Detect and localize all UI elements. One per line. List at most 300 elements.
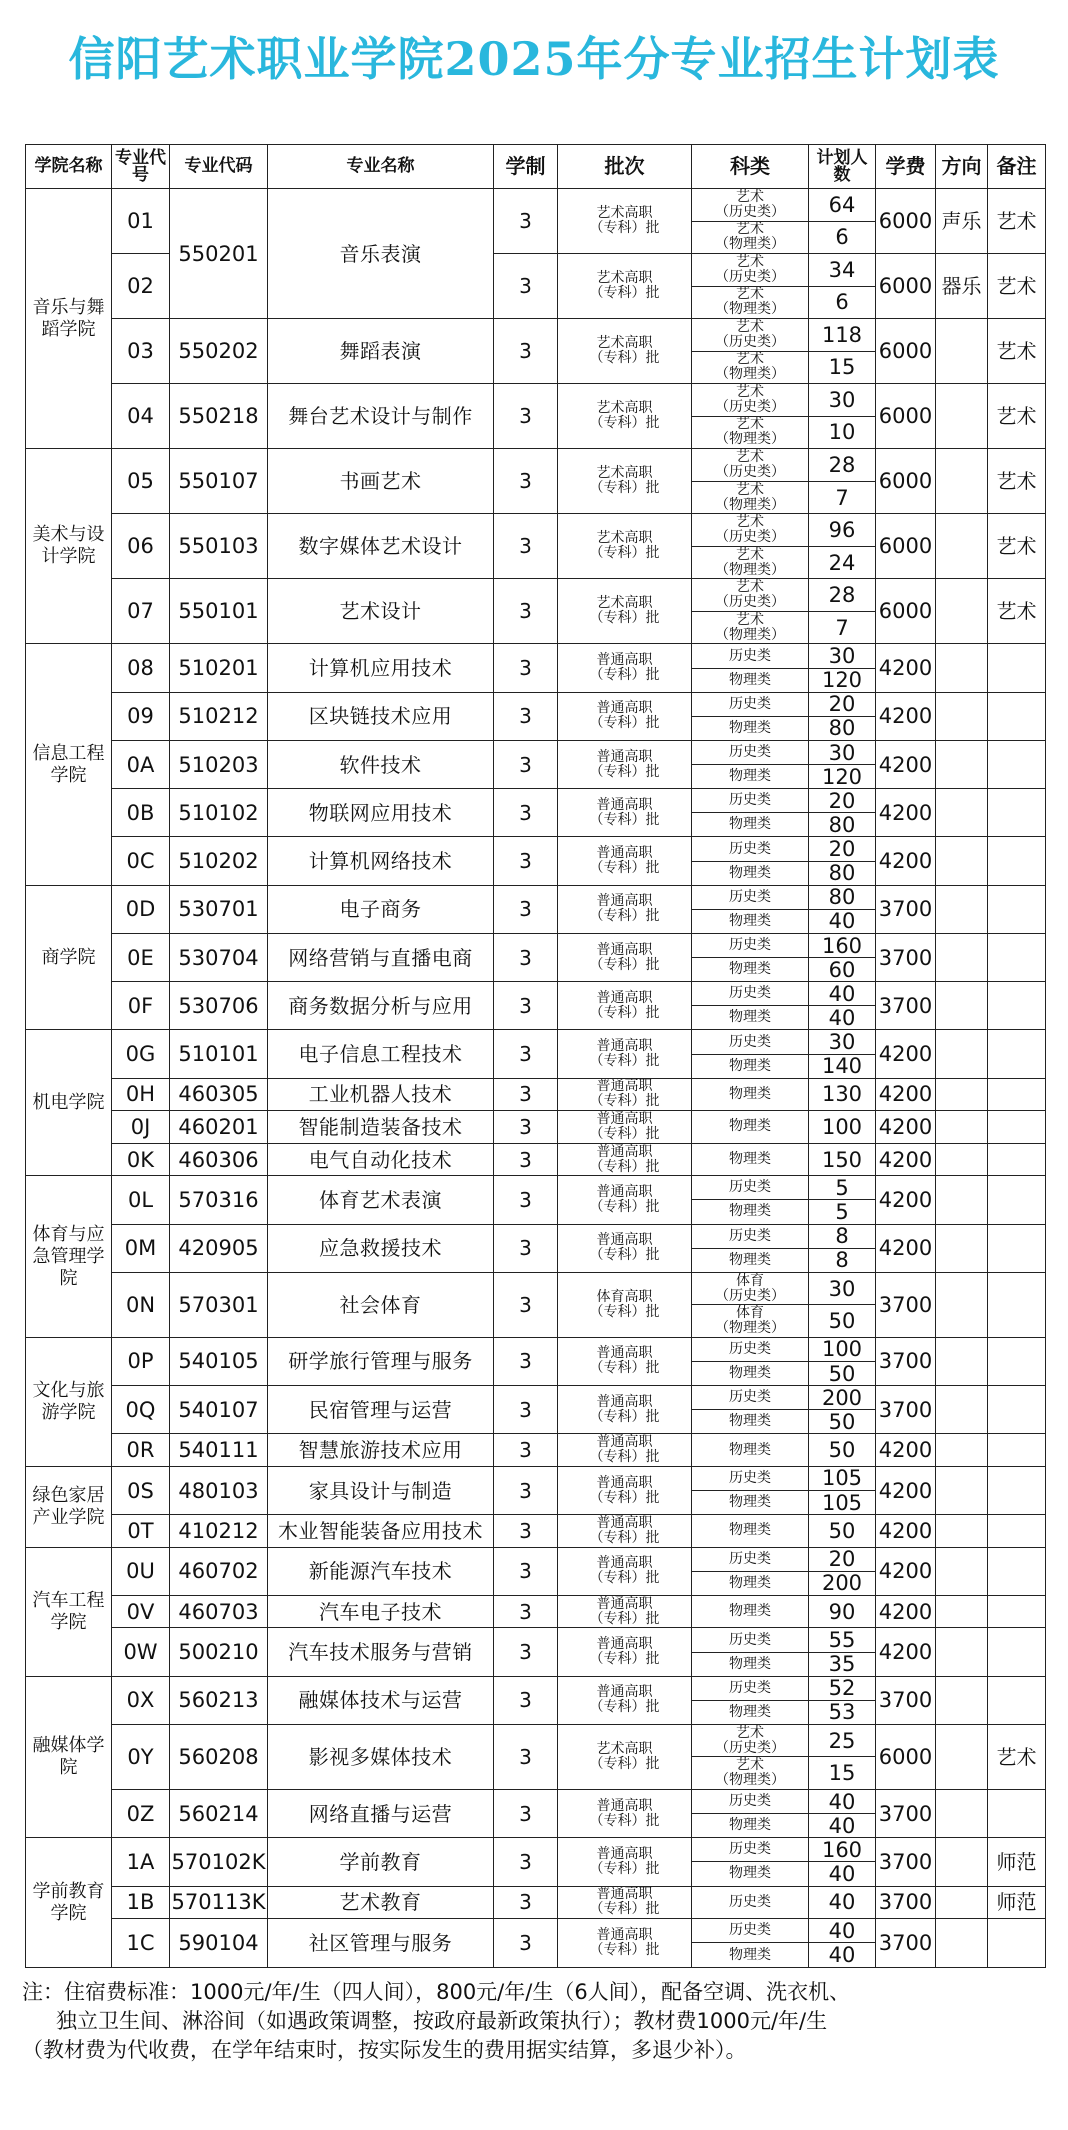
table-row [26,189,1046,222]
major-code-cell: 550202 [170,319,268,384]
major-name-cell: 艺术设计 [268,579,494,644]
major-name-cell: 软件技术 [268,740,494,788]
years-cell: 3 [494,1547,558,1595]
table-row [26,1724,1046,1757]
major-name-cell: 民宿管理与运营 [268,1386,494,1434]
plan-count-cell: 30 [809,644,876,668]
major-code-cell: 570301 [170,1272,268,1337]
direction-cell [936,740,988,788]
batch-cell: 普通高职 （专科）批 [558,740,692,788]
subject-category-cell: 艺术 （物理类） [692,1757,809,1790]
plan-count-cell: 34 [809,254,876,287]
plan-count-cell: 50 [809,1515,876,1548]
table-row [26,1676,1046,1700]
major-code-cell: 560213 [170,1676,268,1724]
subject-category-cell: 历史类 [692,789,809,813]
batch-cell: 普通高职 （专科）批 [558,1224,692,1272]
major-code-cell: 560214 [170,1790,268,1838]
years-cell: 3 [494,740,558,788]
batch-cell: 普通高职 （专科）批 [558,692,692,740]
subject-category-cell: 物理类 [692,765,809,789]
tuition-cell: 4200 [876,1595,936,1628]
direction-cell [936,579,988,644]
plan-count-cell: 15 [809,351,876,384]
years-cell: 3 [494,319,558,384]
remark-cell [988,1515,1046,1548]
batch-cell: 普通高职 （专科）批 [558,1676,692,1724]
direction-cell [936,1886,988,1919]
plan-count-cell: 6 [809,221,876,254]
plan-count-cell: 50 [809,1361,876,1385]
remark-cell: 艺术 [988,319,1046,384]
years-cell: 3 [494,1724,558,1789]
major-number-cell: 0M [112,1224,170,1272]
tuition-cell: 3700 [876,1886,936,1919]
college-name-cell: 音乐与舞蹈学院 [26,189,112,449]
major-number-cell: 0S [112,1466,170,1514]
major-number-cell: 0L [112,1176,170,1224]
subject-category-cell: 艺术 （物理类） [692,221,809,254]
remark-cell: 艺术 [988,449,1046,514]
tuition-cell: 4200 [876,1434,936,1467]
subject-category-cell: 物理类 [692,1515,809,1548]
batch-cell: 普通高职 （专科）批 [558,1386,692,1434]
batch-cell: 普通高职 （专科）批 [558,1886,692,1919]
major-number-cell: 0E [112,933,170,981]
major-number-cell: 0N [112,1272,170,1337]
tuition-cell: 4200 [876,1030,936,1078]
subject-category-cell: 物理类 [692,1491,809,1515]
major-code-cell: 510102 [170,789,268,837]
subject-category-cell: 历史类 [692,982,809,1006]
major-name-cell: 书画艺术 [268,449,494,514]
major-number-cell: 0T [112,1515,170,1548]
tuition-cell: 4200 [876,1143,936,1176]
major-code-cell: 530704 [170,933,268,981]
major-name-cell: 学前教育 [268,1838,494,1886]
remark-cell [988,1030,1046,1078]
direction-cell [936,1466,988,1514]
plan-count-cell: 150 [809,1143,876,1176]
plan-count-cell: 5 [809,1176,876,1200]
major-number-cell: 0R [112,1434,170,1467]
years-cell: 3 [494,189,558,254]
direction-cell [936,789,988,837]
plan-count-cell: 60 [809,958,876,982]
batch-cell: 普通高职 （专科）批 [558,982,692,1030]
major-number-cell: 06 [112,514,170,579]
major-code-cell: 550201 [170,189,268,319]
years-cell: 3 [494,644,558,692]
enrollment-plan-table [25,144,1046,1968]
direction-cell [936,1676,988,1724]
years-cell: 3 [494,1143,558,1176]
column-header: 学制 [494,145,558,189]
years-cell: 3 [494,1676,558,1724]
plan-count-cell: 52 [809,1676,876,1700]
major-code-cell: 560208 [170,1724,268,1789]
major-name-cell: 舞蹈表演 [268,319,494,384]
remark-cell [988,1547,1046,1595]
plan-count-cell: 8 [809,1224,876,1248]
remark-cell [988,644,1046,692]
major-number-cell: 0D [112,885,170,933]
college-name-cell: 文化与旅游学院 [26,1337,112,1466]
major-number-cell: 1B [112,1886,170,1919]
plan-count-cell: 50 [809,1305,876,1338]
batch-cell: 普通高职 （专科）批 [558,1337,692,1385]
direction-cell [936,1176,988,1224]
batch-cell: 普通高职 （专科）批 [558,644,692,692]
direction-cell [936,885,988,933]
tuition-cell: 6000 [876,384,936,449]
table-row [26,1919,1046,1943]
plan-count-cell: 200 [809,1386,876,1410]
major-name-cell: 影视多媒体技术 [268,1724,494,1789]
plan-count-cell: 80 [809,716,876,740]
subject-category-cell: 历史类 [692,1386,809,1410]
major-code-cell: 550218 [170,384,268,449]
direction-cell [936,1386,988,1434]
years-cell: 3 [494,1434,558,1467]
direction-cell: 声乐 [936,189,988,254]
batch-cell: 普通高职 （专科）批 [558,1176,692,1224]
tuition-cell: 3700 [876,1919,936,1968]
major-name-cell: 家具设计与制造 [268,1466,494,1514]
subject-category-cell: 物理类 [692,1595,809,1628]
batch-cell: 普通高职 （专科）批 [558,1547,692,1595]
table-row [26,1078,1046,1111]
subject-category-cell: 物理类 [692,1410,809,1434]
remark-cell [988,1078,1046,1111]
major-code-cell: 460703 [170,1595,268,1628]
subject-category-cell: 历史类 [692,1547,809,1571]
years-cell: 3 [494,254,558,319]
plan-count-cell: 30 [809,1030,876,1054]
tuition-cell: 4200 [876,1466,936,1514]
footnote-line: （教材费为代收费，在学年结束时，按实际发生的费用据实结算，多退少补）。 [22,2038,747,2062]
footnote-line: 注：住宿费标准：1000元/年/生（四人间），800元/年/生（6人间），配备空调、洗衣机、 [22,1980,851,2004]
table-row [26,1337,1046,1361]
remark-cell [988,1676,1046,1724]
remark-cell [988,1111,1046,1144]
college-name-cell: 汽车工程学院 [26,1547,112,1676]
remark-cell [988,789,1046,837]
batch-cell: 体育高职 （专科）批 [558,1272,692,1337]
column-header: 专业代号 [112,145,170,189]
major-code-cell: 420905 [170,1224,268,1272]
batch-cell: 普通高职 （专科）批 [558,1434,692,1467]
major-number-cell: 0F [112,982,170,1030]
remark-cell [988,1466,1046,1514]
direction-cell [936,1790,988,1838]
tuition-cell: 3700 [876,1790,936,1838]
batch-cell: 普通高职 （专科）批 [558,933,692,981]
college-name-cell: 信息工程学院 [26,644,112,885]
years-cell: 3 [494,1337,558,1385]
plan-count-cell: 40 [809,1862,876,1886]
batch-cell: 普通高职 （专科）批 [558,885,692,933]
plan-count-cell: 160 [809,1838,876,1862]
subject-category-cell: 历史类 [692,692,809,716]
subject-category-cell: 物理类 [692,1943,809,1968]
subject-category-cell: 历史类 [692,1919,809,1943]
subject-category-cell: 物理类 [692,1571,809,1595]
direction-cell [936,449,988,514]
major-name-cell: 木业智能装备应用技术 [268,1515,494,1548]
plan-count-cell: 30 [809,1272,876,1305]
plan-count-cell: 28 [809,579,876,612]
remark-cell [988,1628,1046,1676]
major-number-cell: 1C [112,1919,170,1968]
plan-count-cell: 40 [809,909,876,933]
plan-count-cell: 40 [809,1790,876,1814]
tuition-cell: 6000 [876,1724,936,1789]
major-number-cell: 02 [112,254,170,319]
subject-category-cell: 艺术 （历史类） [692,579,809,612]
years-cell: 3 [494,1224,558,1272]
major-code-cell: 540107 [170,1386,268,1434]
plan-count-cell: 90 [809,1595,876,1628]
table-row [26,982,1046,1006]
remark-cell [988,1224,1046,1272]
subject-category-cell: 历史类 [692,1224,809,1248]
years-cell: 3 [494,1515,558,1548]
subject-category-cell: 物理类 [692,1361,809,1385]
subject-category-cell: 艺术 （历史类） [692,384,809,417]
major-name-cell: 社区管理与服务 [268,1919,494,1968]
major-name-cell: 研学旅行管理与服务 [268,1337,494,1385]
plan-count-cell: 50 [809,1410,876,1434]
major-name-cell: 智能制造装备技术 [268,1111,494,1144]
batch-cell: 艺术高职 （专科）批 [558,579,692,644]
major-name-cell: 智慧旅游技术应用 [268,1434,494,1467]
major-number-cell: 0Q [112,1386,170,1434]
major-number-cell: 0Y [112,1724,170,1789]
major-code-cell: 590104 [170,1919,268,1968]
major-name-cell: 汽车电子技术 [268,1595,494,1628]
page-title: 信阳艺术职业学院2025年分专业招生计划表 [68,32,1000,86]
plan-count-cell: 100 [809,1337,876,1361]
major-number-cell: 0Z [112,1790,170,1838]
years-cell: 3 [494,1886,558,1919]
subject-category-cell: 艺术 （历史类） [692,319,809,352]
direction-cell [936,1111,988,1144]
subject-category-cell: 历史类 [692,740,809,764]
subject-category-cell: 物理类 [692,668,809,692]
tuition-cell: 3700 [876,1272,936,1337]
direction-cell [936,644,988,692]
tuition-cell: 4200 [876,1628,936,1676]
major-number-cell: 0A [112,740,170,788]
major-code-cell: 570316 [170,1176,268,1224]
plan-count-cell: 50 [809,1434,876,1467]
direction-cell [936,982,988,1030]
tuition-cell: 4200 [876,1078,936,1111]
subject-category-cell: 历史类 [692,1676,809,1700]
tuition-cell: 6000 [876,579,936,644]
major-name-cell: 网络营销与直播电商 [268,933,494,981]
remark-cell [988,1272,1046,1337]
table-row [26,319,1046,352]
subject-category-cell: 物理类 [692,1434,809,1467]
major-code-cell: 570102K [170,1838,268,1886]
direction-cell [936,1434,988,1467]
remark-cell: 艺术 [988,254,1046,319]
column-header: 科类 [692,145,809,189]
batch-cell: 艺术高职 （专科）批 [558,1724,692,1789]
plan-count-cell: 30 [809,740,876,764]
tuition-cell: 4200 [876,692,936,740]
table-row [26,1466,1046,1490]
subject-category-cell: 历史类 [692,1838,809,1862]
major-name-cell: 应急救援技术 [268,1224,494,1272]
batch-cell: 普通高职 （专科）批 [558,1111,692,1144]
major-number-cell: 1A [112,1838,170,1886]
years-cell: 3 [494,1595,558,1628]
table-row [26,449,1046,482]
plan-count-cell: 40 [809,1943,876,1968]
major-code-cell: 510203 [170,740,268,788]
plan-count-cell: 20 [809,1547,876,1571]
remark-cell [988,837,1046,885]
major-number-cell: 0B [112,789,170,837]
college-name-cell: 美术与设计学院 [26,449,112,644]
table-row [26,1224,1046,1248]
major-code-cell: 510101 [170,1030,268,1078]
major-name-cell: 体育艺术表演 [268,1176,494,1224]
subject-category-cell: 历史类 [692,933,809,957]
remark-cell [988,982,1046,1030]
major-name-cell: 社会体育 [268,1272,494,1337]
remark-cell [988,1434,1046,1467]
plan-count-cell: 7 [809,481,876,514]
subject-category-cell: 历史类 [692,1886,809,1919]
subject-category-cell: 物理类 [692,1700,809,1724]
batch-cell: 艺术高职 （专科）批 [558,514,692,579]
years-cell: 3 [494,933,558,981]
major-name-cell: 电子信息工程技术 [268,1030,494,1078]
years-cell: 3 [494,1176,558,1224]
major-code-cell: 550101 [170,579,268,644]
major-number-cell: 0P [112,1337,170,1385]
subject-category-cell: 体育 （物理类） [692,1305,809,1338]
remark-cell: 师范 [988,1838,1046,1886]
table-row [26,885,1046,909]
subject-category-cell: 物理类 [692,1143,809,1176]
college-name-cell: 商学院 [26,885,112,1030]
plan-count-cell: 35 [809,1652,876,1676]
direction-cell [936,1724,988,1789]
column-header: 学院名称 [26,145,112,189]
subject-category-cell: 历史类 [692,644,809,668]
years-cell: 3 [494,1790,558,1838]
plan-count-cell: 40 [809,1814,876,1838]
batch-cell: 普通高职 （专科）批 [558,1790,692,1838]
plan-count-cell: 28 [809,449,876,482]
subject-category-cell: 物理类 [692,909,809,933]
subject-category-cell: 艺术 （历史类） [692,254,809,287]
major-name-cell: 计算机应用技术 [268,644,494,692]
major-name-cell: 网络直播与运营 [268,1790,494,1838]
tuition-cell: 3700 [876,1676,936,1724]
direction-cell: 器乐 [936,254,988,319]
batch-cell: 普通高职 （专科）批 [558,1919,692,1968]
major-number-cell: 0X [112,1676,170,1724]
direction-cell [936,837,988,885]
remark-cell [988,1919,1046,1968]
major-number-cell: 0U [112,1547,170,1595]
college-name-cell: 体育与应急管理学院 [26,1176,112,1338]
years-cell: 3 [494,692,558,740]
remark-cell: 艺术 [988,384,1046,449]
batch-cell: 艺术高职 （专科）批 [558,384,692,449]
table-row [26,1790,1046,1814]
tuition-cell: 3700 [876,885,936,933]
years-cell: 3 [494,1078,558,1111]
remark-cell [988,1386,1046,1434]
plan-count-cell: 130 [809,1078,876,1111]
subject-category-cell: 历史类 [692,1466,809,1490]
plan-count-cell: 140 [809,1054,876,1078]
plan-count-cell: 20 [809,789,876,813]
subject-category-cell: 艺术 （物理类） [692,546,809,579]
major-number-cell: 0V [112,1595,170,1628]
batch-cell: 普通高职 （专科）批 [558,1143,692,1176]
tuition-cell: 4200 [876,1547,936,1595]
table-row [26,837,1046,861]
plan-count-cell: 105 [809,1466,876,1490]
major-name-cell: 数字媒体艺术设计 [268,514,494,579]
table-row [26,933,1046,957]
years-cell: 3 [494,1628,558,1676]
plan-count-cell: 118 [809,319,876,352]
remark-cell [988,885,1046,933]
college-name-cell: 机电学院 [26,1030,112,1176]
remark-cell [988,1176,1046,1224]
years-cell: 3 [494,1838,558,1886]
major-code-cell: 460306 [170,1143,268,1176]
plan-count-cell: 80 [809,885,876,909]
major-code-cell: 410212 [170,1515,268,1548]
column-header: 专业代码 [170,145,268,189]
major-code-cell: 510202 [170,837,268,885]
years-cell: 3 [494,1111,558,1144]
direction-cell [936,1547,988,1595]
tuition-cell: 6000 [876,189,936,254]
batch-cell: 普通高职 （专科）批 [558,1515,692,1548]
years-cell: 3 [494,982,558,1030]
direction-cell [936,514,988,579]
table-row [26,1434,1046,1467]
years-cell: 3 [494,1466,558,1514]
table-row [26,692,1046,716]
table-row [26,1272,1046,1305]
major-code-cell: 530701 [170,885,268,933]
subject-category-cell: 物理类 [692,716,809,740]
table-row [26,1628,1046,1652]
major-name-cell: 区块链技术应用 [268,692,494,740]
years-cell: 3 [494,449,558,514]
column-header: 批次 [558,145,692,189]
subject-category-cell: 历史类 [692,1176,809,1200]
years-cell: 3 [494,514,558,579]
subject-category-cell: 体育 （历史类） [692,1272,809,1305]
plan-count-cell: 120 [809,668,876,692]
remark-cell: 艺术 [988,189,1046,254]
major-number-cell: 09 [112,692,170,740]
subject-category-cell: 艺术 （物理类） [692,611,809,644]
